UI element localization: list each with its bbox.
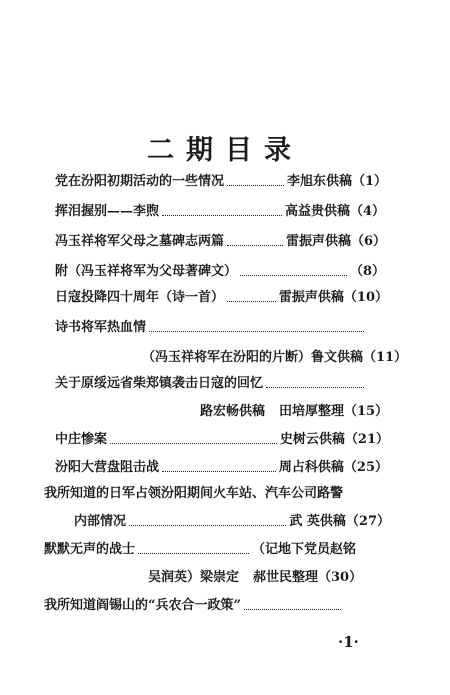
- toc-entry-title: 路宏畅供稿: [200, 404, 266, 419]
- toc-entry-source: （记地下党员赵铭: [251, 542, 356, 557]
- leader-dots: [110, 442, 277, 444]
- toc-entry-source: 雷振声供稿（6）: [285, 234, 386, 249]
- leader-dots: [138, 552, 249, 554]
- page-number: ·1·: [338, 633, 359, 651]
- leader-dots: [244, 608, 341, 610]
- toc-entry: [55, 202, 385, 222]
- toc-entry-source: 鲁文供稿（11）: [311, 350, 408, 365]
- toc-entry: [55, 430, 389, 450]
- toc-entry: [74, 512, 390, 532]
- leader-dots: [227, 244, 283, 246]
- toc-entry: [148, 568, 388, 588]
- toc-entry: [44, 484, 400, 504]
- toc-entry: [55, 318, 367, 338]
- toc-entry-title: 日寇投降四十周年（诗一首）: [55, 290, 225, 305]
- page-title: 二期目录: [147, 135, 303, 166]
- toc-entry: [44, 596, 344, 616]
- toc-entry-title: 吴润英）梁崇定: [148, 570, 240, 585]
- toc-entry-title: 冯玉祥将军父母之墓碑志两篇: [55, 234, 225, 249]
- toc-entry-source: 武 英供稿（27）: [289, 514, 390, 529]
- toc-entry-source: 郝世民整理（30）: [253, 570, 363, 585]
- leader-dots: [266, 386, 364, 388]
- toc-entry-source: 高益贵供稿（4）: [284, 204, 385, 219]
- toc-entry-title: 诗书将军热血情: [55, 320, 147, 335]
- toc-entry: [55, 458, 388, 478]
- toc-entry-source: 李旭东供稿（1）: [286, 174, 387, 189]
- toc-entry-title: 关于原绥远省柴郑镇袭击日寇的回忆: [55, 376, 264, 391]
- leader-dots: [162, 214, 282, 216]
- toc-entry: [55, 374, 367, 394]
- toc-entry-title: 内部情况: [74, 514, 127, 529]
- toc-entry-title: 中庄惨案: [55, 432, 108, 447]
- toc-entry: [55, 172, 387, 192]
- toc-entry-title: 党在汾阳初期活动的一些情况: [55, 174, 225, 189]
- toc-entry-source: 田培厚整理（15）: [279, 404, 389, 419]
- leader-dots: [129, 524, 286, 526]
- toc-entry-title: 默默无声的战士: [44, 542, 136, 557]
- toc-entry-title: 我所知道阎锡山的“兵农合一政策”: [44, 598, 241, 613]
- toc-entry-source: 史树云供稿（21）: [279, 432, 389, 447]
- toc-entry: [55, 232, 386, 252]
- toc-entry: [142, 348, 408, 368]
- leader-dots: [149, 330, 364, 332]
- toc-entry-source: （8）: [349, 264, 385, 279]
- toc-entry-title: 挥泪握别——李煦: [55, 204, 160, 219]
- toc-entry-source: 周占科供稿（25）: [278, 460, 388, 475]
- toc-entry: [200, 402, 390, 422]
- toc-entry: [55, 262, 385, 282]
- leader-dots: [227, 300, 276, 302]
- toc-entry: [44, 540, 356, 560]
- leader-dots: [240, 274, 347, 276]
- toc-entry-title: 汾阳大营盘阻击战: [55, 460, 160, 475]
- toc-entry: [55, 288, 388, 308]
- toc-entry-title: 附（冯玉祥将军为父母著碑文）: [55, 264, 238, 279]
- leader-dots: [162, 470, 276, 472]
- toc-entry-title: 我所知道的日军占领汾阳期间火车站、汽车公司路警: [44, 486, 344, 501]
- leader-dots: [227, 184, 284, 186]
- toc-entry-title: （冯玉祥将军在汾阳的片断）: [142, 350, 312, 365]
- toc-entry-source: 雷振声供稿（10）: [278, 290, 388, 305]
